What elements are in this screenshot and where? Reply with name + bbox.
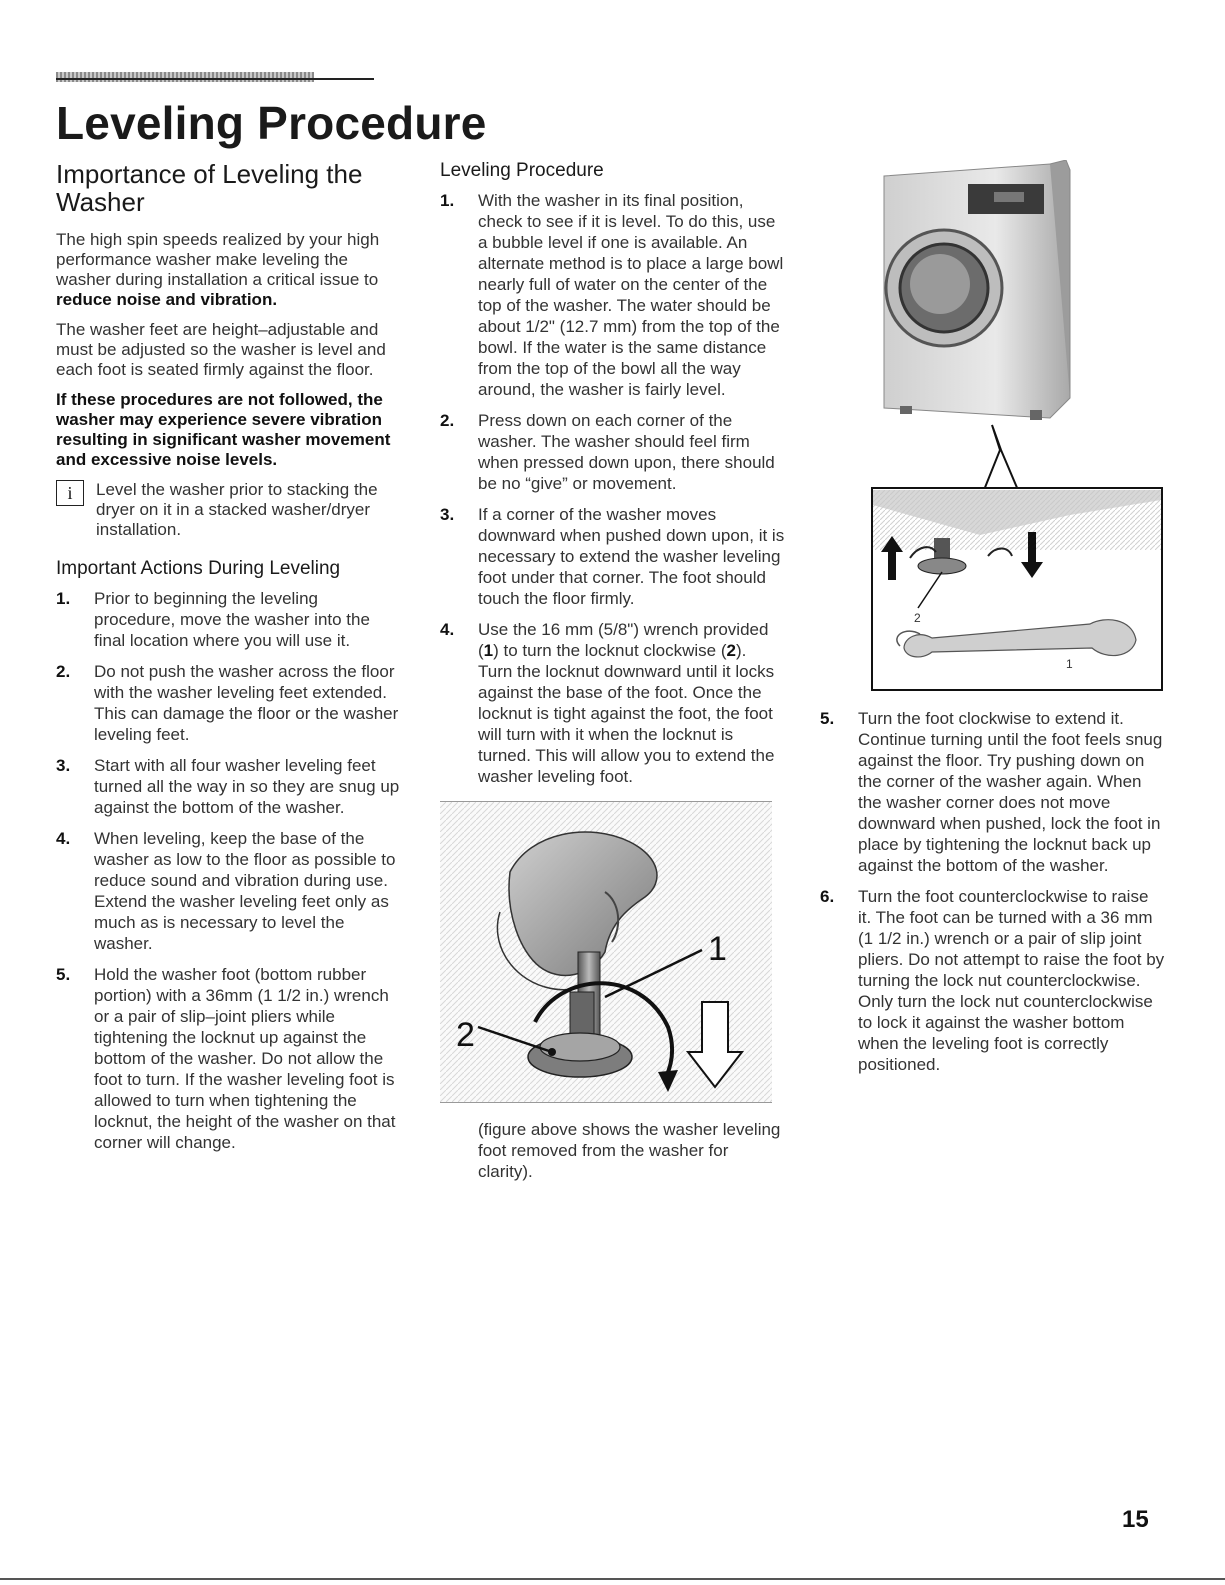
paragraph-text: The high spin speeds realized by your high performance washer make leveling the washer during installation a critical issue to bbox=[56, 230, 380, 289]
list-number: 5. bbox=[820, 709, 835, 728]
list-number: 3. bbox=[56, 756, 71, 775]
list-number: 2. bbox=[440, 411, 455, 430]
wrench-locknut-figure bbox=[440, 801, 772, 1103]
list-text: Start with all four washer leveling feet turned all the way in so they are snug up against the bottom of the washer. bbox=[94, 756, 400, 817]
header-rule-line bbox=[56, 78, 374, 80]
subheading-important-actions: Important Actions During Leveling bbox=[56, 558, 341, 579]
column-importance bbox=[56, 160, 401, 1163]
list-item bbox=[56, 588, 401, 651]
list-item bbox=[440, 619, 785, 787]
list-item bbox=[440, 410, 785, 494]
list-item bbox=[820, 708, 1165, 876]
list-text: Press down on each corner of the washer. The washer should feel firm when pressed down upon, there should be no “give” or movement. bbox=[478, 411, 775, 493]
list-item bbox=[56, 828, 401, 954]
list-number: 3. bbox=[440, 505, 455, 524]
header-rule-shaded bbox=[56, 72, 314, 82]
page-title: Leveling Procedure bbox=[56, 97, 487, 149]
list-number: 1. bbox=[440, 191, 455, 210]
figure-label-1: 1 bbox=[708, 930, 727, 968]
list-number: 2. bbox=[56, 662, 71, 681]
section-heading-importance: Importance of Leveling the Washer bbox=[56, 159, 363, 217]
info-icon: i bbox=[56, 480, 84, 506]
list-text: When leveling, keep the base of the washer as low to the floor as possible to reduce sound and vibration during use. Extend the washer leveling feet only as much as is necessary to level the washer. bbox=[94, 829, 396, 953]
figure-caption: (figure above shows the washer leveling foot removed from the washer for clarity). bbox=[478, 1120, 781, 1181]
info-note bbox=[56, 480, 401, 540]
paragraph-spin-speeds bbox=[56, 230, 401, 310]
list-text: Prior to beginning the leveling procedure, move the washer into the final location where you will use it. bbox=[94, 589, 370, 650]
callout-ref: 1 bbox=[483, 641, 494, 660]
wrench-hand-illustration bbox=[440, 802, 772, 1102]
list-item bbox=[440, 190, 785, 400]
washer-foot-figure bbox=[870, 160, 1166, 692]
washer-figure-label-1: 1 bbox=[1066, 657, 1073, 671]
list-number: 6. bbox=[820, 887, 835, 906]
info-note-text: Level the washer prior to stacking the dryer on it in a stacked washer/dryer installation. bbox=[96, 480, 378, 539]
list-item bbox=[56, 661, 401, 745]
list-text: Turn the foot counterclockwise to raise it. The foot can be turned with a 36 mm (1 1/2 in.) wrench or a pair of slip joint pliers. Do not attempt to raise the foot by turning the lock nut counterclockwise. Only turn the lock nut counterclockwise to lock it against the washer bottom when the leveling foot is correctly positioned. bbox=[858, 887, 1165, 1074]
callout-ref: 2 bbox=[726, 641, 736, 660]
leveling-steps-list bbox=[440, 190, 785, 787]
column-adjustment bbox=[820, 708, 1165, 1085]
list-number: 4. bbox=[56, 829, 71, 848]
list-text: If a corner of the washer moves downward when pushed down upon, it is necessary to extend the washer leveling foot under that corner. The foot should touch the floor firmly. bbox=[478, 505, 785, 608]
washer-figure-label-2: 2 bbox=[914, 611, 921, 625]
adjustment-steps-list bbox=[820, 708, 1165, 1075]
list-number: 4. bbox=[440, 620, 455, 639]
bottom-border bbox=[0, 1578, 1225, 1580]
list-text: Do not push the washer across the floor with the washer leveling feet extended. This can damage the floor or the washer leveling feet. bbox=[94, 662, 399, 744]
figure-label-2: 2 bbox=[456, 1016, 475, 1054]
washer-illustration bbox=[870, 160, 1166, 692]
list-number: 5. bbox=[56, 965, 71, 984]
list-item bbox=[820, 886, 1165, 1075]
list-text: Hold the washer foot (bottom rubber portion) with a 36mm (1 1/2 in.) wrench or a pair of slip–joint pliers while tightening the locknut up against the bottom of the washer. Do not allow the foot to turn. If the washer leveling foot is allowed to turn when tightening the locknut, the height of the washer on that corner will change. bbox=[94, 965, 396, 1152]
warning-text: If these procedures are not followed, the washer may experience severe vibration resulting in significant washer movement and excessive noise levels. bbox=[56, 390, 391, 469]
list-item bbox=[440, 504, 785, 609]
list-text: With the washer in its final position, check to see if it is level. To do this, use a bubble level if one is available. An alternate method is to place a large bowl nearly full of water on the center of the top of the washer. The water should be about 1/2" (12.7 mm) from the top of the bowl. If the water is the same distance from the top of the bowl all the way around, the washer is fairly level. bbox=[478, 191, 784, 399]
list-text: Turn the foot clockwise to extend it. Continue turning until the foot feels snug against the floor. Try pushing down on the corner of the washer again. When the washer corner does not move downward when pushed, lock the foot in place by tightening the locknut back up against the bottom of the washer. bbox=[858, 709, 1163, 875]
emphasis-text: reduce noise and vibration. bbox=[56, 290, 278, 309]
important-actions-list bbox=[56, 588, 401, 1153]
list-number: 1. bbox=[56, 589, 71, 608]
section-heading-leveling-procedure: Leveling Procedure bbox=[440, 160, 604, 181]
list-text bbox=[478, 620, 774, 786]
page-number: 15 bbox=[1122, 1506, 1149, 1533]
text-part: ). Turn the locknut downward until it locks against the base of the foot. Once the locknut is tight against the foot, the foot will turn with it when the locknut is turned. This will allow you to extend the washer leveling foot. bbox=[478, 641, 775, 786]
list-item bbox=[56, 964, 401, 1153]
text-part: Use the 16 mm (5/8") wrench provided ( bbox=[478, 620, 769, 660]
text-part: ) to turn the locknut clockwise ( bbox=[493, 641, 727, 660]
list-item bbox=[56, 755, 401, 818]
column-leveling-procedure bbox=[440, 160, 785, 1182]
paragraph-feet: The washer feet are height–adjustable and must be adjusted so the washer is level and each foot is seated firmly against the floor. bbox=[56, 320, 386, 379]
